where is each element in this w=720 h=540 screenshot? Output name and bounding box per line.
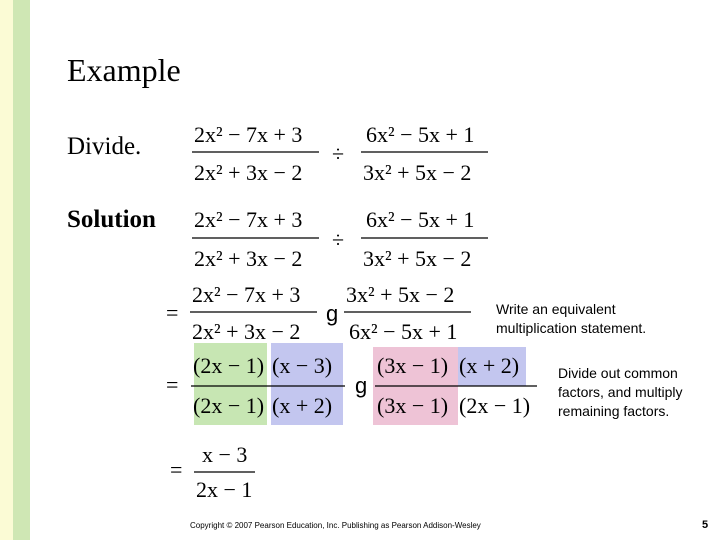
problem-frac1-num: 2x² − 7x + 3 — [194, 122, 303, 147]
step2-num-c: (3x − 1) — [377, 353, 449, 378]
step3-num: x − 3 — [202, 442, 248, 467]
step1-frac2-num: 3x² + 5x − 2 — [346, 282, 455, 307]
slide-title: Example — [67, 52, 181, 88]
multiply-operator: g — [355, 373, 368, 398]
step1-expression — [166, 282, 471, 344]
step2-num-b: (x − 3) — [272, 353, 333, 378]
divide-operator: ÷ — [332, 227, 345, 252]
step2-expression — [166, 353, 537, 418]
problem-frac2-num: 6x² − 5x + 1 — [366, 122, 475, 147]
problem-frac2-den: 3x² + 5x − 2 — [363, 160, 472, 185]
page-number: 5 — [702, 519, 709, 531]
step1-frac2-den: 6x² − 5x + 1 — [349, 319, 458, 344]
step3-expression — [170, 442, 255, 502]
solution-frac2-num: 6x² − 5x + 1 — [366, 207, 475, 232]
step2-den-b: (x + 2) — [272, 393, 333, 418]
equals-sign: = — [166, 372, 179, 397]
copyright-footer: Copyright © 2007 Pearson Education, Inc. Publishing as Pearson Addison-Wesley — [190, 521, 481, 530]
note-equivalent-multiplication: Write an equivalent multiplication statement. — [496, 301, 647, 336]
solution-frac1-den: 2x² + 3x − 2 — [194, 246, 303, 271]
equals-sign: = — [166, 300, 179, 325]
solution-label: Solution — [67, 206, 156, 233]
step2-den-d: (2x − 1) — [459, 393, 531, 418]
solution-frac1-num: 2x² − 7x + 3 — [194, 207, 303, 232]
prompt-label: Divide. — [67, 133, 142, 160]
step3-den: 2x − 1 — [196, 477, 253, 502]
solution-frac2-den: 3x² + 5x − 2 — [363, 246, 472, 271]
step1-frac1-den: 2x² + 3x − 2 — [192, 319, 301, 344]
step2-num-a: (2x − 1) — [193, 353, 265, 378]
problem-expression — [192, 122, 488, 185]
step2-den-c: (3x − 1) — [377, 393, 449, 418]
step1-frac1-num: 2x² − 7x + 3 — [192, 282, 301, 307]
step2-num-d: (x + 2) — [459, 353, 520, 378]
step2-den-a: (2x − 1) — [193, 393, 265, 418]
equals-sign: = — [170, 457, 183, 482]
solution-expression — [192, 207, 488, 271]
multiply-operator: g — [326, 301, 339, 326]
divide-operator: ÷ — [332, 141, 345, 166]
note-divide-out-factors: Divide out common factors, and multiply remaining factors. — [558, 365, 683, 419]
problem-frac1-den: 2x² + 3x − 2 — [194, 160, 303, 185]
